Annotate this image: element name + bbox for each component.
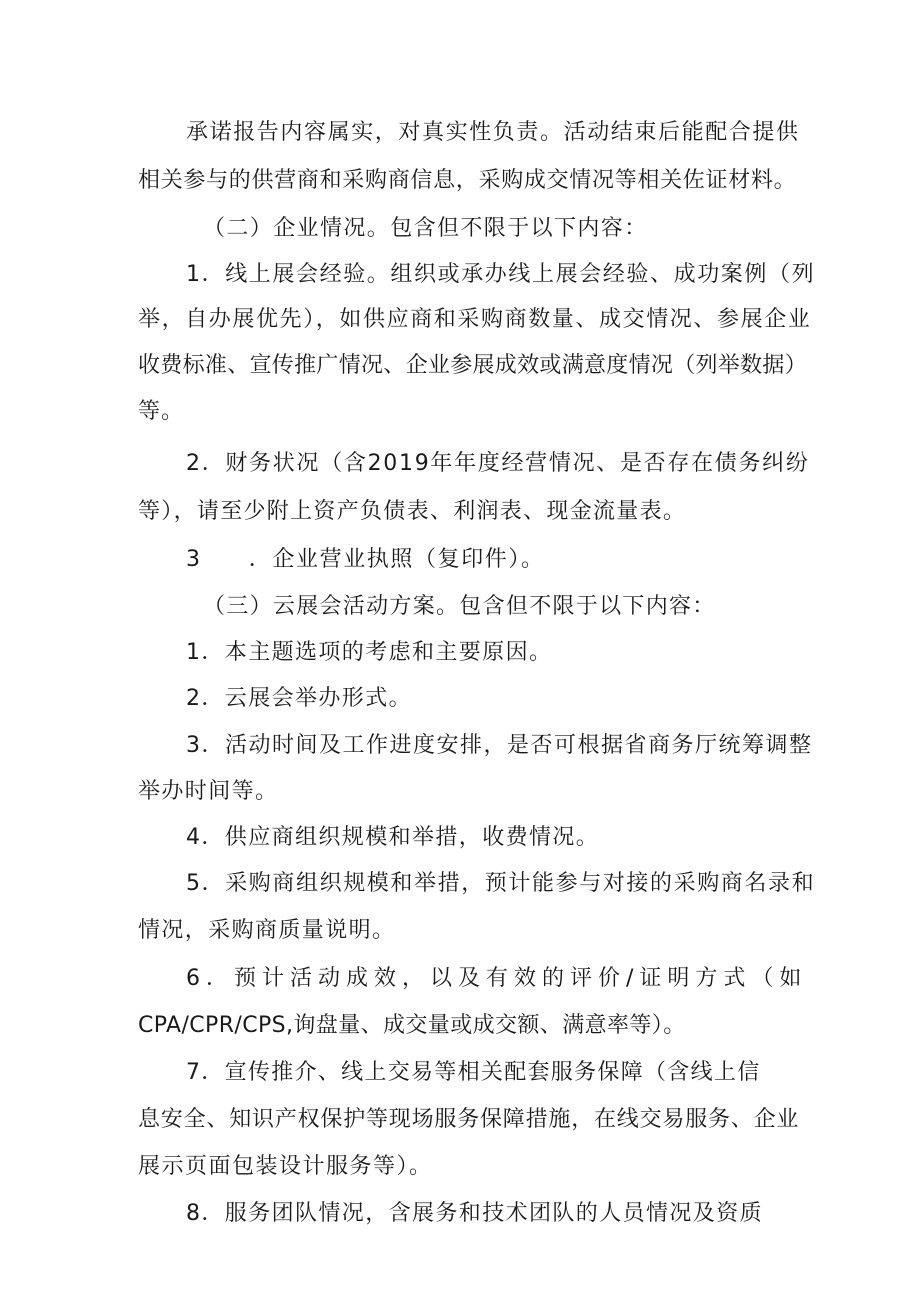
body-text-line: 3．活动时间及工作进度安排，是否可根据省商务厅统筹调整 [186,733,813,758]
body-text-line: CPA/CPR/CPS,询盘量、成交量或成交额、满意率等）。 [138,1013,686,1038]
body-text-line: 相关参与的供营商和采购商信息，采购成交情况等相关佐证材料。 [138,168,797,193]
body-text-line: 8．服务团队情况，含展务和技术团队的人员情况及资质 [186,1201,763,1226]
body-text-line: 展示页面包装设计服务等）。 [138,1154,433,1179]
body-text-line: 4．供应商组织规模和举措，收费情况。 [186,825,600,850]
body-text-line: 承诺报告内容属实，对真实性负责。活动结束后能配合提供 [186,120,800,145]
body-text-line: 举办时间等。 [138,779,279,804]
body-text-line: 等），请至少附上资产负债表、利润表、现金流量表。 [138,499,687,524]
body-text-line: 息安全、知识产权保护等现场服务保障措施，在线交易服务、企业 [138,1107,800,1132]
body-text-line: 1．线上展会经验。组织或承办线上展会经验、成功案例（列 [186,262,816,287]
body-text-line: 1．本主题选项的考虑和主要原因。 [186,640,553,665]
section-heading: （三）云展会活动方案。包含但不限于以下内容： [203,594,716,619]
body-text-line: 2．云展会举办形式。 [186,686,412,711]
body-text-line: 7．宣传推介、线上交易等相关配套服务保障（含线上信 [186,1060,761,1085]
body-text-line: 等。 [138,399,185,424]
body-text-line: 5．采购商组织规模和举措，预计能参与对接的采购商名录和 [186,871,816,896]
body-text-line: 2．财务状况（含2019年年度经营情况、是否存在债务纠纷 [186,451,810,476]
body-text-line: 收费标准、宣传推广情况、企业参展成效或满意度情况（列举数据） [138,353,808,378]
body-text-line: 举，自办展优先），如供应商和采购商数量、成交情况、参展企业 [138,307,812,332]
body-text-line: 6．预计活动成效，以及有效的评价/证明方式（如 [186,966,808,991]
section-heading: （二）企业情况。包含但不限于以下内容： [203,216,648,241]
body-text-line: 3 ．企业营业执照（复印件）。 [186,547,545,572]
body-text-line: 情况，采购商质量说明。 [138,918,396,943]
